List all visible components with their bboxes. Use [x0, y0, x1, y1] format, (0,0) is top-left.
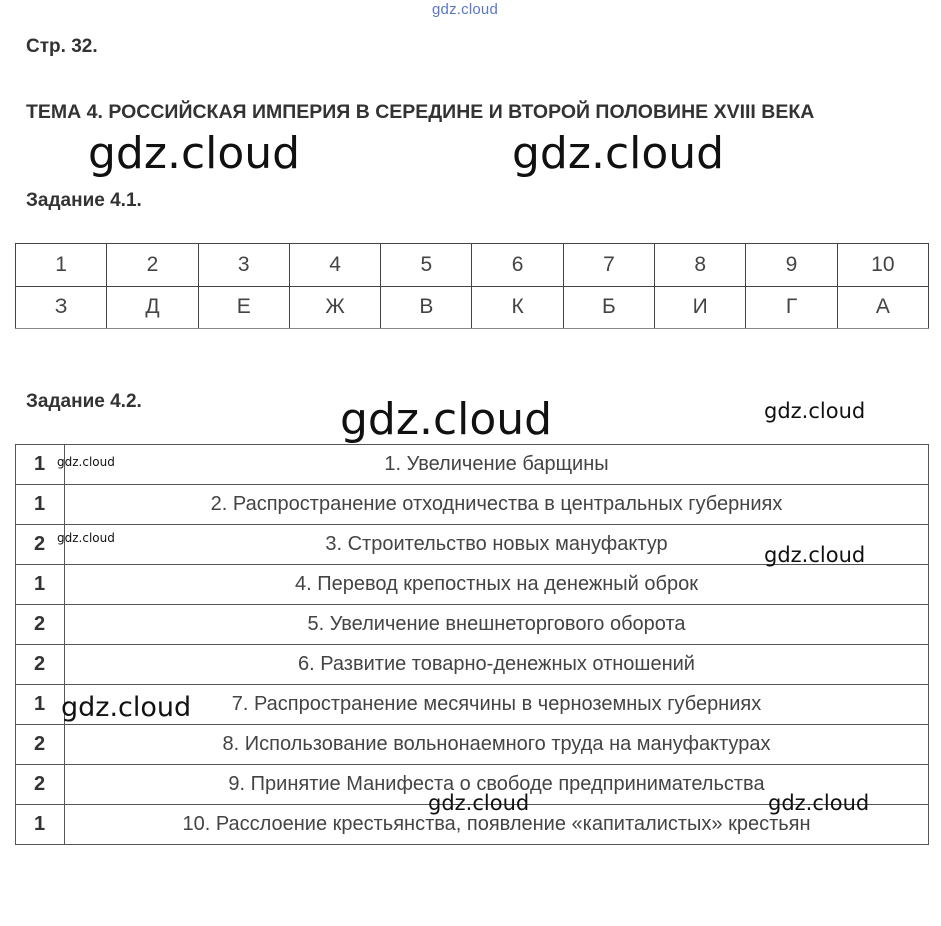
row-text: 10. Расслоение крестьянства, появление «капиталистых» крестьян: [65, 805, 929, 845]
task-4-1-answer-cell: Ж: [289, 286, 380, 329]
task-4-1-number-row: [16, 244, 929, 287]
row-text: 1. Увеличение барщины: [65, 445, 929, 485]
watermark: gdz.cloud: [764, 543, 866, 567]
watermark: gdz.cloud: [57, 455, 115, 469]
group-number: 1: [16, 565, 65, 605]
row-text: 3. Строительство новых мануфактур: [65, 525, 929, 565]
page-number: Стр. 32.: [26, 36, 98, 57]
row-text: 9. Принятие Манифеста о свободе предпринимательства: [65, 765, 929, 805]
task-4-1-number-cell: 5: [381, 244, 472, 287]
task-4-1-number-cell: 2: [107, 244, 198, 287]
row-text: 6. Развитие товарно-денежных отношений: [65, 645, 929, 685]
row-text: 8. Использование вольнонаемного труда на мануфактурах: [65, 725, 929, 765]
task-4-1-number-cell: 4: [289, 244, 380, 287]
group-number: 1: [16, 805, 65, 845]
group-number: 2: [16, 525, 65, 565]
task-4-1-number-cell: 3: [198, 244, 289, 287]
site-watermark-top: gdz.cloud: [432, 1, 499, 18]
task-4-1-answer-row: [16, 286, 929, 329]
watermark: gdz.cloud: [88, 128, 301, 179]
task-4-1-number-cell: 9: [746, 244, 837, 287]
task-4-1-answer-cell: В: [381, 286, 472, 329]
table-row: [16, 485, 929, 525]
task-4-1-number-cell: 1: [16, 244, 107, 287]
group-number: 2: [16, 725, 65, 765]
row-text: 7. Распространение месячины в черноземных губерниях: [65, 685, 929, 725]
watermark: gdz.cloud: [764, 399, 866, 423]
table-row: [16, 445, 929, 485]
table-row: [16, 645, 929, 685]
task-4-1-number-cell: 8: [655, 244, 746, 287]
table-row: [16, 605, 929, 645]
task-4-1-answer-cell: И: [655, 286, 746, 329]
task-4-2-title: Задание 4.2.: [26, 391, 142, 412]
task-4-1-title: Задание 4.1.: [26, 190, 142, 211]
group-number: 2: [16, 645, 65, 685]
group-number: 2: [16, 765, 65, 805]
watermark: gdz.cloud: [512, 128, 725, 179]
task-4-2-classification-table: [15, 444, 929, 845]
watermark: gdz.cloud: [57, 531, 115, 545]
task-4-1-number-cell: 7: [563, 244, 654, 287]
task-4-1-answer-cell: А: [837, 286, 928, 329]
watermark: gdz.cloud: [428, 791, 530, 815]
group-number: 2: [16, 605, 65, 645]
task-4-1-answer-cell: Б: [563, 286, 654, 329]
topic-title: ТЕМА 4. РОССИЙСКАЯ ИМПЕРИЯ В СЕРЕДИНЕ И ВТОРОЙ ПОЛОВИНЕ XVIII ВЕКА: [26, 101, 815, 123]
row-text: 5. Увеличение внешнеторгового оборота: [65, 605, 929, 645]
table-row: [16, 565, 929, 605]
task-4-1-number-cell: 6: [472, 244, 563, 287]
task-4-1-answer-cell: К: [472, 286, 563, 329]
table-row: [16, 725, 929, 765]
task-4-1-answer-cell: Г: [746, 286, 837, 329]
task-4-1-answer-table: [15, 243, 929, 329]
task-4-1-answer-cell: З: [16, 286, 107, 329]
task-4-1-number-cell: 10: [837, 244, 928, 287]
row-text: 2. Распространение отходничества в центральных губерниях: [65, 485, 929, 525]
task-4-1-answer-cell: Д: [107, 286, 198, 329]
task-4-1-answer-cell: Е: [198, 286, 289, 329]
group-number: 1: [16, 685, 65, 725]
watermark: gdz.cloud: [61, 692, 192, 723]
watermark: gdz.cloud: [768, 791, 870, 815]
row-text: 4. Перевод крепостных на денежный оброк: [65, 565, 929, 605]
group-number: 1: [16, 445, 65, 485]
watermark: gdz.cloud: [340, 394, 553, 445]
group-number: 1: [16, 485, 65, 525]
